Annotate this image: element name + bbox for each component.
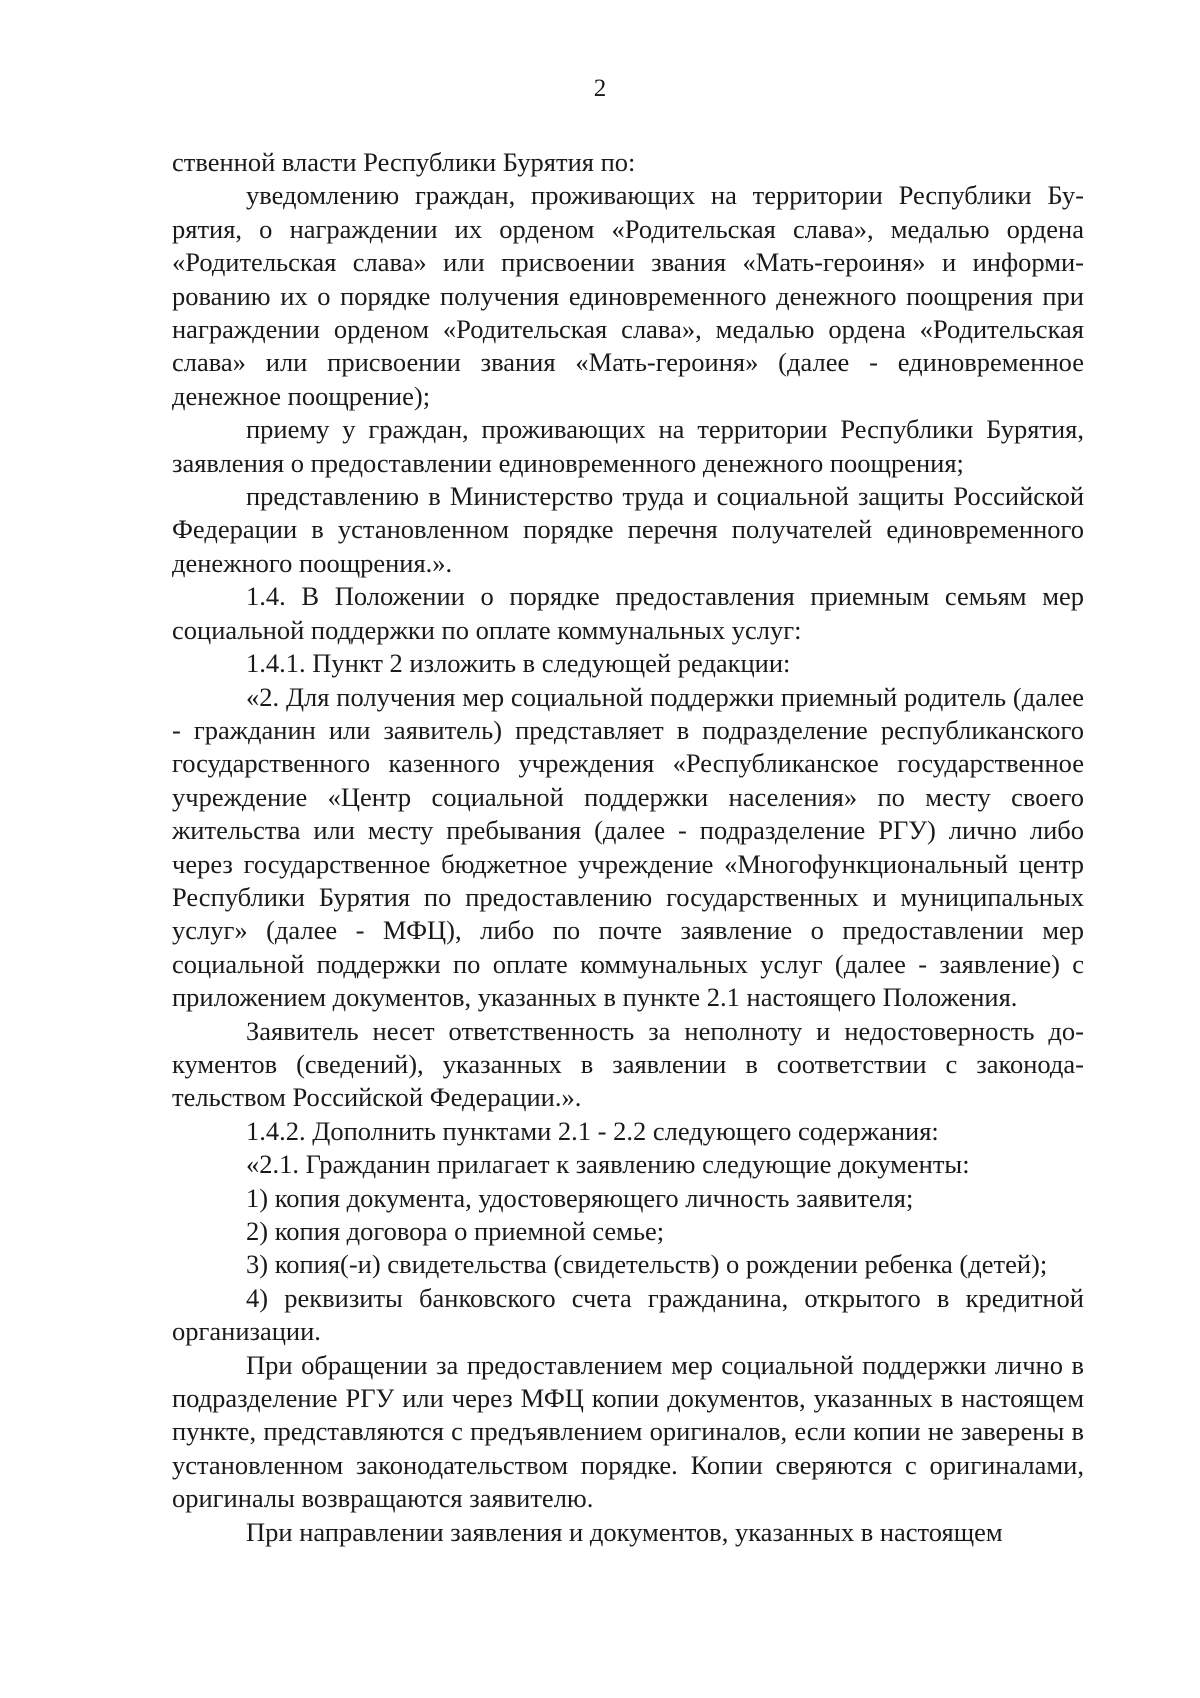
paragraph-copies: При обращении за предоставлением мер социальной поддержки лично в подразделение РГУ или через МФЦ копии документов, указанных в настоящем пункте, представляются с предъявлением оригиналов, если копии не заверены в установленном законодательством порядке. Копии сверяются с оригиналами, оригиналы возвращаются заявителю. <box>172 1349 1084 1514</box>
paragraph-1-4-2: 1.4.2. Дополнить пунктами 2.1 - 2.2 следующего содержания: <box>246 1115 939 1146</box>
list-item-2: 2) копия договора о приемной семье; <box>246 1216 665 1246</box>
page-number: 2 <box>593 75 607 102</box>
paragraph-continuation: ственной власти Республики Бурятия по: <box>172 147 636 177</box>
paragraph-point-2-1: «2.1. Гражданин прилагает к заявлению следующие документы: <box>246 1149 970 1180</box>
paragraph-responsibility: Заявитель несет ответственность за неполноту и недостоверность документов (сведений), указанных в заявлении в соответствии с законодательством Российской Федерации.». <box>172 1015 1084 1113</box>
paragraph-1-4: 1.4. В Положении о порядке предоставления приемным семьям мер социальной поддержки по оплате коммунальных услуг: <box>172 581 1084 645</box>
paragraph-notification: уведомлению граждан, проживающих на территории Республики Бурятия, о награждении их орденом «Родительская слава», медалью ордена «Родительская слава» или присвоении звания «Мать-героиня» и информированию их о порядке получения единовременного денежного поощрения при награждении орденом «Родительская слава», медалью ордена «Родительская слава» или присвоении звания «Мать-героиня» (далее - единовременное денежное поощрение); <box>172 180 1084 411</box>
paragraph-point-2: «2. Для получения мер социальной поддержки приемный родитель (далее - гражданин или заявитель) представляет в подразделение республиканского государственного казенного учреждения «Республиканское государственное учреждение «Центр социальной поддержки населения» по месту своего жительства или месту пребывания (далее - подразделение РГУ) лично либо через государственное бюджетное учреждение «Многофункциональный центр Республики Бурятия по предоставлению государственных и муниципальных услуг» (далее - МФЦ), либо по почте заявление о предоставлении мер социальной поддержки по оплате коммунальных услуг (далее - заявление) с приложением документов, указанных в пункте 2.1 настоящего Положения. <box>172 681 1084 1013</box>
paragraph-submission: представлению в Министерство труда и социальной защиты Российской Федерации в установленном порядке перечня получателей единовременного денежного поощрения.». <box>172 481 1084 578</box>
list-item-4: 4) реквизиты банковского счета гражданина, открытого в кредитной организации. <box>172 1282 1084 1347</box>
paragraph-reception: приему у граждан, проживающих на территории Республики Бурятия, заявления о предоставлении единовременного денежного поощрения; <box>172 414 1084 478</box>
paragraph-sending: При направлении заявления и документов, указанных в настоящем <box>246 1516 1003 1547</box>
paragraph-1-4-1: 1.4.1. Пункт 2 изложить в следующей редакции: <box>246 648 791 679</box>
list-item-1: 1) копия документа, удостоверяющего личность заявителя; <box>246 1182 914 1213</box>
document-body <box>172 146 1084 1549</box>
list-item-3: 3) копия(-и) свидетельства (свидетельств) о рождении ребенка (детей); <box>246 1249 1048 1280</box>
